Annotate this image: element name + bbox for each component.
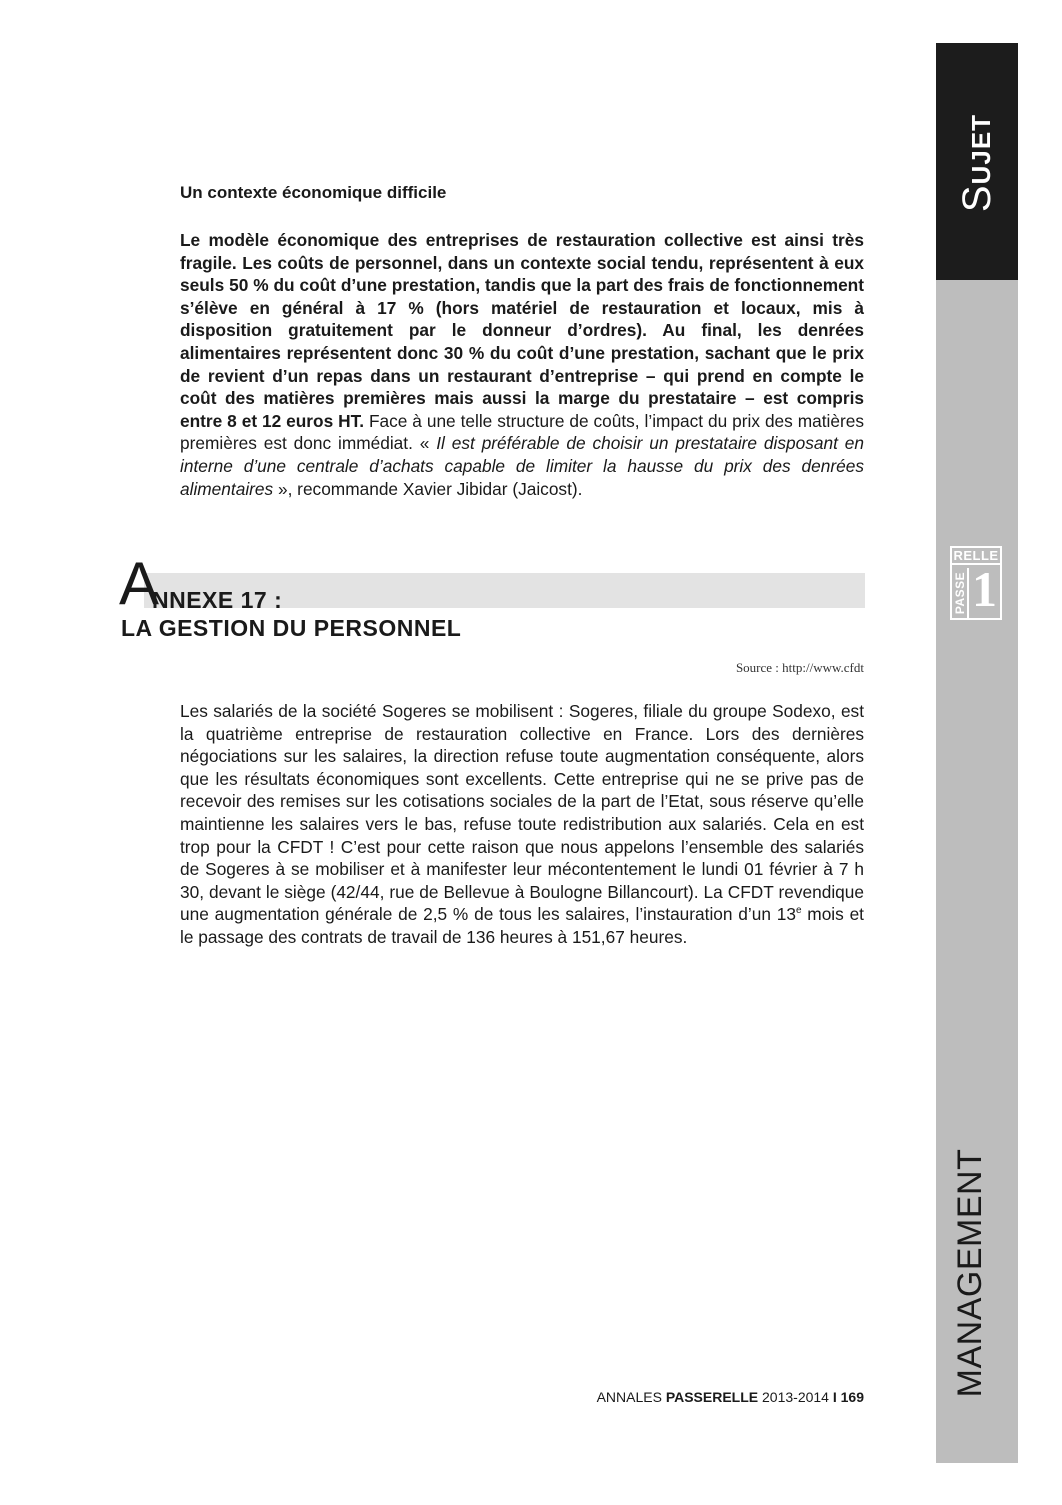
sujet-label: SUJET — [955, 113, 999, 213]
section-title: Un contexte économique difficile — [180, 183, 447, 202]
annexe-title: NNEXE 17 : — [152, 587, 283, 613]
section1-quote: Il est préférable de choisir un prestataire disposant en interne d’une centrale d’achats capable de limiter la hausse du prix des denrées alimentaires — [180, 433, 864, 499]
source-citation: Source : http://www.cfdt — [735, 660, 864, 675]
footer-brand: PASSERELLE — [665, 1389, 759, 1405]
section1-paragraph — [180, 229, 864, 500]
page-number: I 169 — [832, 1389, 864, 1405]
annexe-subtitle: LA GESTION DU PERSONNEL — [121, 615, 462, 641]
passerelle-logo — [950, 546, 1002, 620]
section-label: MANAGEMENT — [951, 1148, 989, 1398]
page-footer — [597, 1389, 864, 1405]
logo-number: 1 — [972, 561, 997, 617]
annexe-text-end: mois et le passage des contrats de travail de 136 heures à 151,67 heures. — [180, 904, 864, 947]
annexe-paragraph — [180, 700, 864, 949]
logo-side-box — [953, 568, 969, 618]
footer-years: 2013-2014 — [758, 1389, 833, 1405]
section1-end-text: », recommande Xavier Jibidar (Jaicost). — [273, 478, 583, 499]
section1-normal-text: Face à une telle structure de coûts, l’impact du prix des matières premières est donc immédiat. « — [180, 410, 864, 454]
footer-prefix: ANNALES — [596, 1389, 666, 1405]
annexe-text: Les salariés de la société Sogeres se mobilisent : Sogeres, filiale du groupe Sodexo, est la quatrième entreprise de restauration collective en France. Lors des dernières négociations sur les salaires, la direction refuse toute augmentation conséquente, alors que les résultats économiques sont excellents. Cette entreprise qui ne se prive pas de recevoir des remises sur les cotisations sociales de la part de l’Etat, sous réserve qu’elle maintienne les salaires vers le bas, refuse toute redistribution aux salariés. Cela en est trop pour la CFDT ! C’est pour cette raison que nous appelons l’ensemble des salariés de Sogeres à se mobiliser et à manifester leur mécontentement le lundi 01 février à 7 h 30, devant le siège (42/44, rue de Bellevue à Boulogne Billancourt). La CFDT revendique une augmentation générale de 2,5 % de tous les salaires, l’instauration d’un 13 — [180, 701, 864, 925]
ordinal-superscript: e — [795, 905, 802, 917]
section1-bold-text: Le modèle économique des entreprises de restauration collective est ainsi très fragile. Les coûts de personnel, dans un contexte social tendu, représentent à eux seuls 50 % du coût d’une prestation, tandis que la part des frais de fonctionnement s’élève en général à 17 % (hors matériel de restauration et locaux, mis à disposition gratuitement par le donneur d’ordres). Au final, les denrées alimentaires représentent donc 30 % du coût d’une prestation, sachant que le prix de revient d’un repas dans un restaurant d’entreprise – qui prend en compte le coût des matières premières mais aussi la marge du prestataire – est compris entre 8 et 12 euros HT. — [180, 230, 864, 431]
logo-top-text: RELLE — [953, 548, 999, 563]
annexe-initial-letter: A — [119, 550, 160, 617]
logo-side-text: PASSE — [953, 571, 967, 615]
